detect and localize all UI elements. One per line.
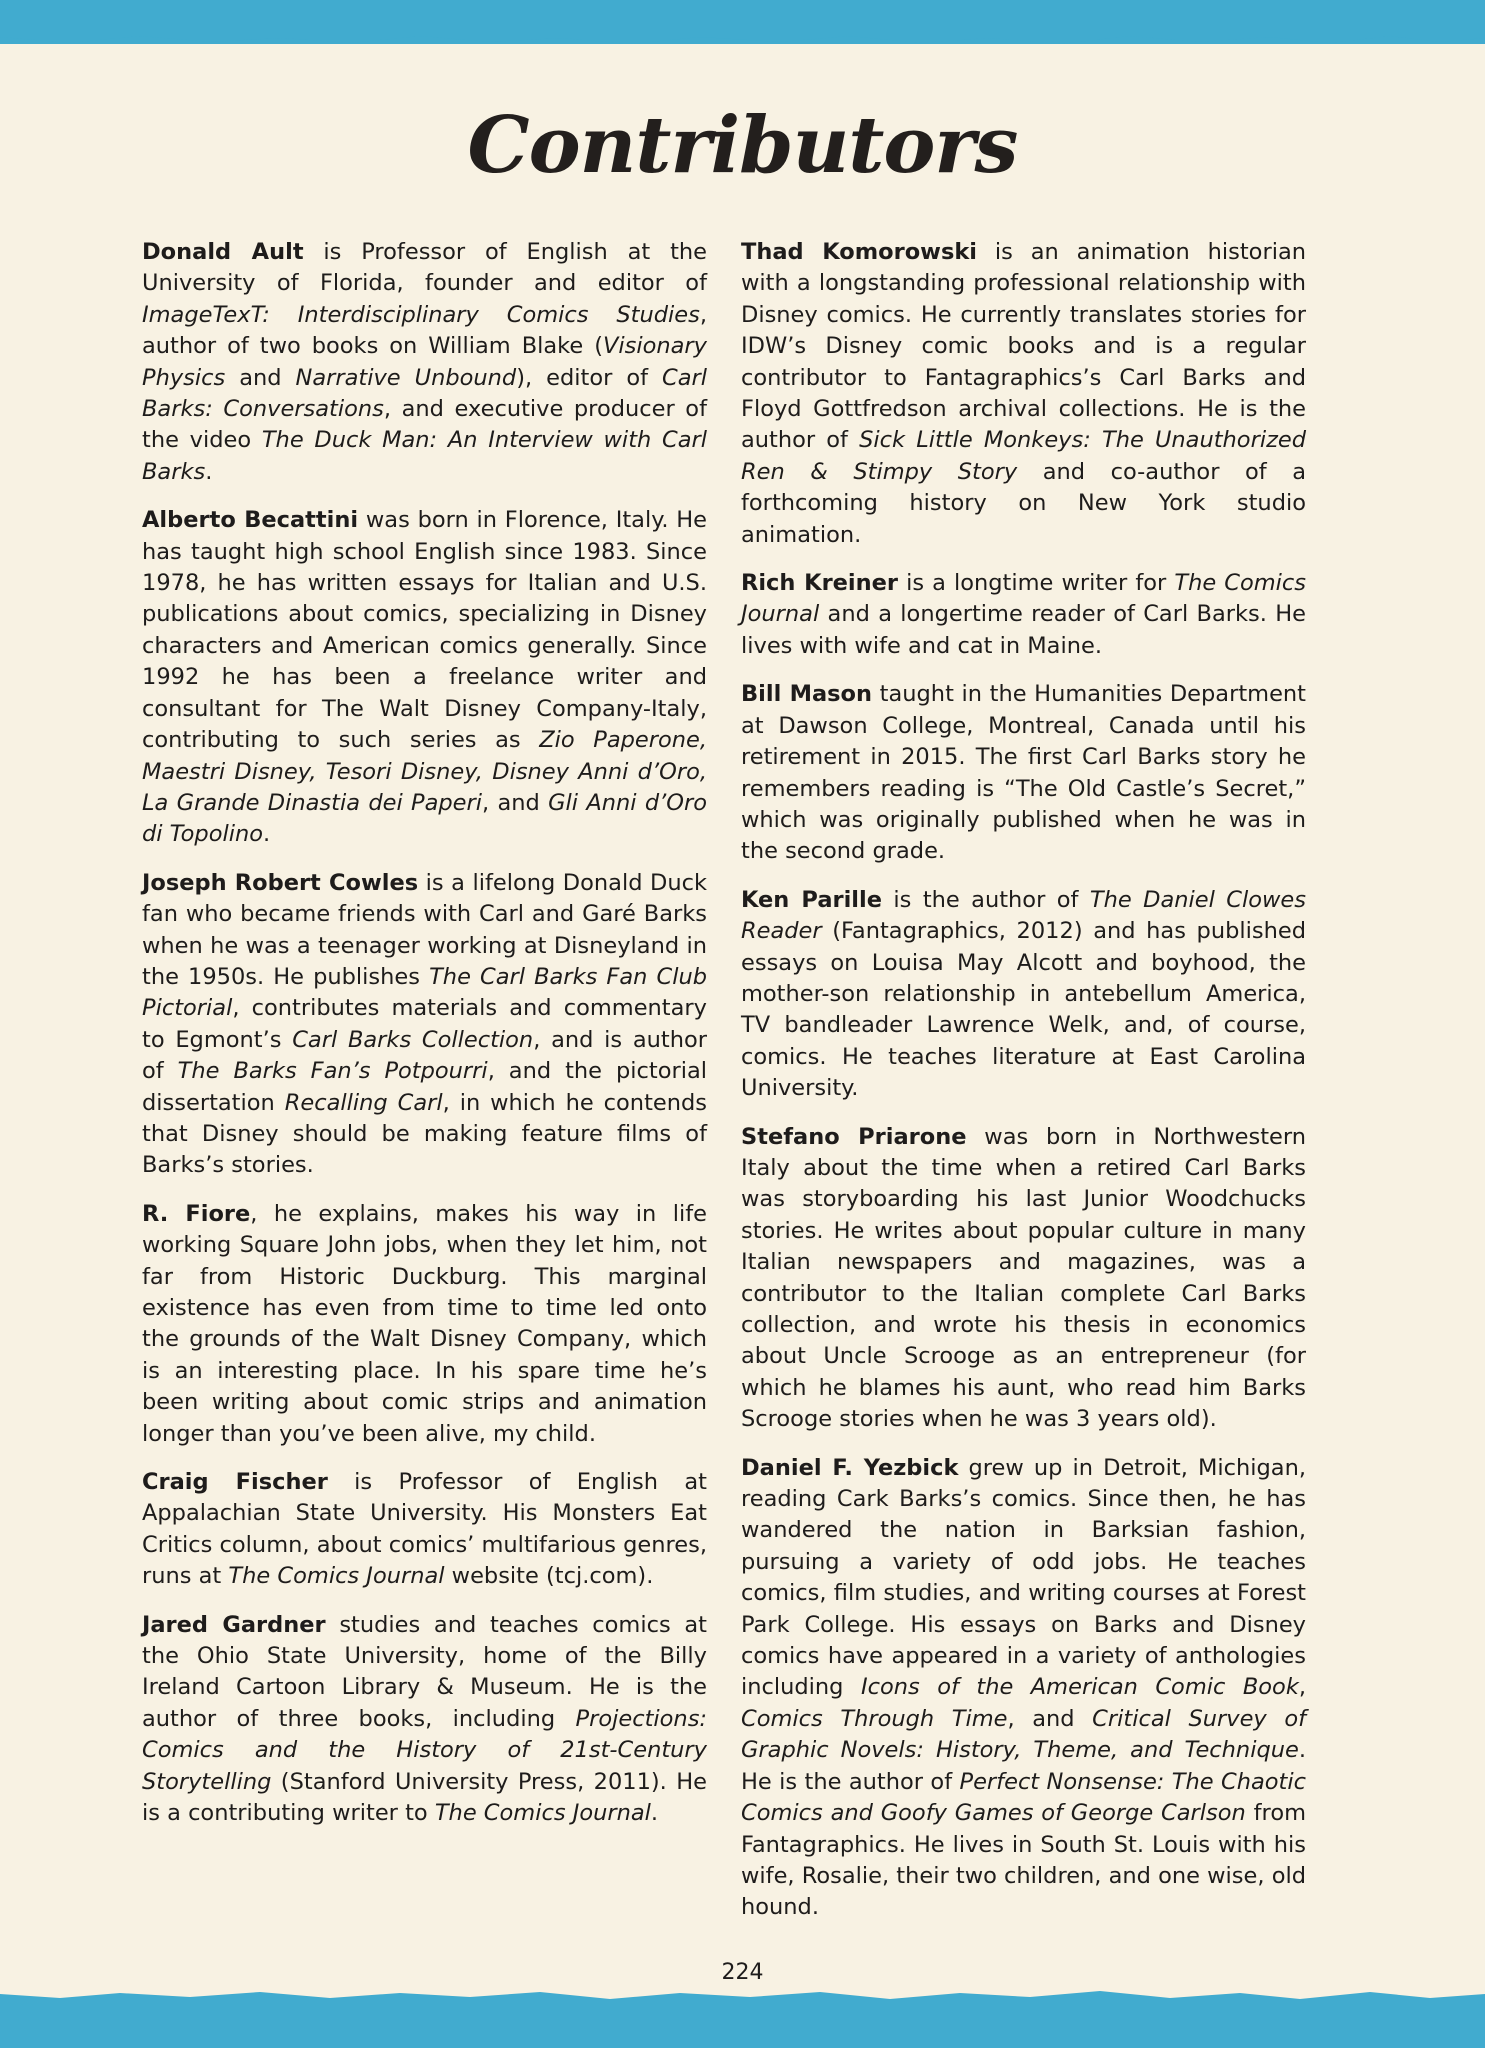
bio-text: was born in Northwestern Italy about the time when a retired Carl Barks was storyboarding his last Junior Woodchucks stories. He writes about popular culture in many Italian newspapers and magazines, was a contributor to the Italian complete Carl Barks collection, and wrote his thesis in economics about Uncle Scrooge as an entrepreneur (for which he blames his aunt, who read him Barks Scrooge stories when he was 3 years old). [741, 1123, 1306, 1433]
publication-title: Visionary Physics [142, 333, 707, 391]
publication-title: The Carl Barks Fan Club Pictorial [142, 963, 707, 1022]
bio-text: . [205, 458, 213, 485]
publication-title: Critical Survey of Graphic Novels: History, Theme, and Technique [741, 1705, 1306, 1764]
bio-text: , author of two books on William Blake ( [142, 301, 707, 360]
bio-text: (Stanford University Press, 2011). He is a contributing writer to [142, 1768, 707, 1827]
contributor-name: Bill Mason [741, 681, 873, 708]
publication-title: Perfect Nonsense: The Chaotic Comics and Goofy Games of George Carlson [741, 1768, 1306, 1827]
bio-text: is Professor of English at the University of Florida, founder and editor of [142, 239, 707, 297]
publication-title: The Daniel Clowes Reader [741, 886, 1306, 945]
top-band-torn-edge [0, 30, 1485, 52]
left-column [142, 237, 707, 1847]
contributor-entry [142, 237, 707, 488]
bio-text: , and is author of [142, 1026, 708, 1085]
bio-text: is Professor of English at Appalachian State University. His Monsters Eat Critics column, about comics’ multifarious genres, runs at [142, 1469, 707, 1590]
publication-title: The Comics Journal [228, 1563, 445, 1590]
contributor-entry [741, 568, 1306, 662]
page-title: Contributors [467, 100, 1018, 191]
publication-title: Sick Little Monkeys: The Unauthorized Ren & Stimpy Story [741, 427, 1306, 485]
bio-text: , and [482, 789, 549, 816]
contributor-entry [142, 505, 707, 850]
bio-text: , he explains, makes his way in life working Square John jobs, when they let him, not far from Historic Duckburg. This marginal existence has even from time to time led onto the grounds of the Walt Disney Company, which is an interesting place. In his spare time he’s been writing about comic strips and animation longer than you’ve been alive, my child. [142, 1200, 707, 1447]
bio-text: , in which he contends that Disney should be making feature films of Barks’s stories. [142, 1089, 708, 1179]
bio-text: . He is the author of [741, 1737, 1306, 1795]
contributor-entry [741, 1453, 1306, 1924]
bio-text: was born in Florence, Italy. He has taught high school English since 1983. Since 1978, he has written essays for Italian and U.S. publications about comics, specializing in Disney characters and American comics generally. Since 1992 he has been a freelance writer and consultant for The Walt Disney Company-Italy, contributing to such series as [142, 507, 707, 754]
publication-title: Gli Anni d’Oro di Topolino [142, 789, 707, 848]
bio-text: ), editor of [516, 364, 662, 391]
publication-title: The Comics Journal [434, 1800, 651, 1827]
publication-title: The Duck Man: An Interview with Carl Barks [142, 427, 707, 485]
contributor-entry [741, 885, 1306, 1105]
publication-title: Comics Through Time [741, 1705, 1008, 1732]
contributor-name: Daniel F. Yezbick [741, 1454, 959, 1481]
contributor-entry [142, 1610, 707, 1830]
publication-title: Recalling Carl [284, 1089, 443, 1116]
publication-title: Narrative Unbound [295, 364, 517, 391]
publication-title: The Comics Journal [741, 570, 1306, 628]
bio-text: is a longtime writer for [898, 570, 1175, 597]
bio-text: is the author of [882, 886, 1090, 913]
contributor-name: Ken Parille [741, 886, 882, 913]
contributor-entry [741, 237, 1306, 551]
publication-title: Carl Barks: Conversations [142, 364, 707, 423]
page-number: 224 [721, 1960, 764, 1985]
contributor-name: Jared Gardner [142, 1611, 326, 1638]
bio-text: and [225, 364, 296, 391]
publication-title: Projections: Comics and the History of 21st-Century Storytelling [142, 1705, 707, 1795]
bio-text: grew up in Detroit, Michigan, reading Cark Barks’s comics. Since then, he has wandered the nation in Barksian fashion, pursuing a variety of odd jobs. He teaches comics, film studies, and writing courses at Forest Park College. His essays on Barks and Disney comics have appeared in a variety of anthologies including [741, 1454, 1306, 1701]
bio-text: . [263, 821, 271, 848]
contributor-entry [142, 868, 707, 1182]
contributor-name: Joseph Robert Cowles [142, 869, 419, 896]
bottom-decorative-band [0, 2000, 1485, 2048]
contributor-entry [741, 1122, 1306, 1436]
top-decorative-band [0, 0, 1485, 44]
contributor-entry [741, 679, 1306, 867]
bio-text: , and the pictorial dissertation [142, 1058, 707, 1116]
bio-text: , and [1007, 1705, 1093, 1732]
contributor-name: R. Fiore [142, 1200, 251, 1227]
publication-title: Carl Barks Collection [292, 1026, 534, 1053]
publication-title: ImageTexT: Interdisciplinary Comics Studies [142, 301, 700, 328]
contributor-name: Thad Komorowski [741, 239, 978, 265]
contributor-entry [142, 1199, 707, 1450]
bio-text: taught in the Humanities Department at Dawson College, Montreal, Canada until his retirement in 2015. The first Carl Barks story he remembers reading is “The Old Castle’s Secret,” which was originally published when he was in the second grade. [741, 681, 1306, 865]
contributor-entry [142, 1467, 707, 1593]
contributor-name: Donald Ault [142, 239, 304, 265]
publication-title: Icons of the American Comic Book [860, 1674, 1299, 1701]
contributor-name: Craig Fischer [142, 1469, 328, 1496]
publication-title: The Barks Fan’s Potpourri [177, 1058, 488, 1085]
bio-text: website (tcj.com). [444, 1563, 654, 1590]
bottom-band-torn-edge [0, 1984, 1485, 2006]
publication-title: Zio Paperone, Maestri Disney, Tesori Disney, Disney Anni d’Oro, La Grande Dinastia dei Paperi [142, 727, 707, 816]
bio-text: , [1298, 1674, 1307, 1701]
contributor-name: Stefano Priarone [741, 1123, 967, 1150]
bio-text: from Fantagraphics. He lives in South St. Louis with his wife, Rosalie, their two children, and one wise, old hound. [741, 1800, 1307, 1921]
bio-text: is an animation historian with a longstanding professional relationship with Disney comics. He currently translates stories for IDW’s Disney comic books and is a regular contributor to Fantagraphics’s Carl Barks and Floyd Gottfredson archival collections. He is the author of [741, 239, 1306, 454]
contributor-name: Rich Kreiner [741, 570, 899, 597]
bio-text: and a longertime reader of Carl Barks. He lives with wife and cat in Maine. [741, 601, 1306, 659]
bio-text: is a lifelong Donald Duck fan who became friends with Carl and Garé Barks when he was a teenager working at Disneyland in the 1950s. He publishes [142, 869, 707, 990]
bio-text: . [650, 1800, 659, 1827]
bio-text: studies and teaches comics at the Ohio State University, home of the Billy Ireland Cartoon Library & Museum. He is the author of three books, including [142, 1611, 707, 1732]
contributor-name: Alberto Becattini [142, 507, 359, 534]
bio-text: , contributes materials and commentary to Egmont’s [142, 995, 707, 1053]
bio-text: , and executive producer of the video [142, 396, 707, 454]
right-column [741, 237, 1306, 1941]
bio-text: (Fantagraphics, 2012) and has published essays on Louisa May Alcott and boyhood, the mother-son relationship in antebellum America, TV bandleader Lawrence Welk, and, of course, comics. He teaches literature at East Carolina University. [741, 918, 1306, 1102]
bio-text: and co-author of a forthcoming history on New York studio animation. [741, 458, 1307, 548]
